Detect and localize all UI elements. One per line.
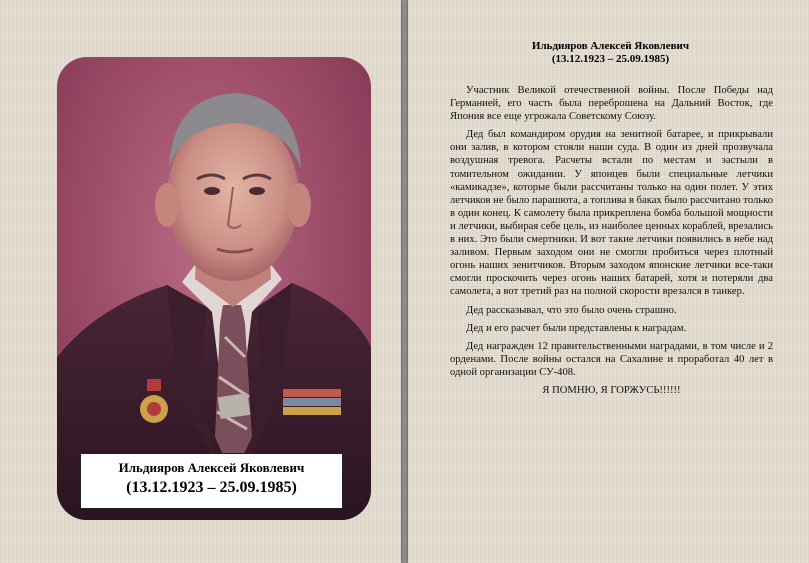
portrait-photo bbox=[57, 57, 371, 520]
paragraph-2: Дед был командиром орудия на зенитной батарее, и прикрывали они залив, в котором стояли наши суда. В один из дней прозвучала воздушная тревога. Расчеты встали по местам и застыли в томительном ожидании. У японцев были специальные летчики «камикадзе», которые были рассчитаны только на один полет. У этих летчиков не было парашюта, а топлива в баках было рассчитано только в один конец. К самолету была прикреплена бомба большой мощности и летчики, выбирая себе цель, из наиболее ценных кораблей, врезались в них. Это были смертники. И вот такие летчики появились в небе над заливом. Первым заходом они не смогли пробиться через плотный огонь наших зенитчиков. Вторым заходом японские летчики все-таки смогли проскочить через огонь наших батарей, хотя и потеряли два самолета, а вот третий раз на полной скорости врезался в танкер. bbox=[450, 129, 774, 298]
paragraph-1: Участник Великой отечественной войны. После Победы над Германией, его часть была переброшена на Дальний Восток, где Япония все еще угрожала Советскому Союзу. bbox=[450, 85, 773, 123]
paragraph-3: Дед рассказывал, что это было очень страшно. bbox=[466, 304, 677, 316]
title-name: Ильдияров Алексей Яковлевич bbox=[531, 40, 690, 52]
left-page bbox=[0, 0, 401, 563]
title-dates: (13.12.1923 – 25.09.1985) bbox=[551, 53, 670, 65]
page-title bbox=[438, 40, 783, 66]
closing-line: Я ПОМНЮ, Я ГОРЖУСЬ!!!!!! bbox=[542, 384, 681, 396]
caption-dates: (13.12.1923 – 25.09.1985) bbox=[126, 479, 297, 496]
right-page bbox=[408, 0, 809, 563]
paragraph-5: Дед награжден 12 правительственными наградами, в том числе и 2 орденами. После войны остался на Сахалине и проработал 40 лет в одной организации СУ-408. bbox=[450, 340, 773, 378]
paragraph-4: Дед и его расчет были представлены к наградам. bbox=[466, 322, 687, 334]
photo-caption-box bbox=[80, 453, 343, 509]
caption-name: Ильдияров Алексей Яковлевич bbox=[118, 460, 305, 475]
biography-text bbox=[450, 84, 773, 402]
